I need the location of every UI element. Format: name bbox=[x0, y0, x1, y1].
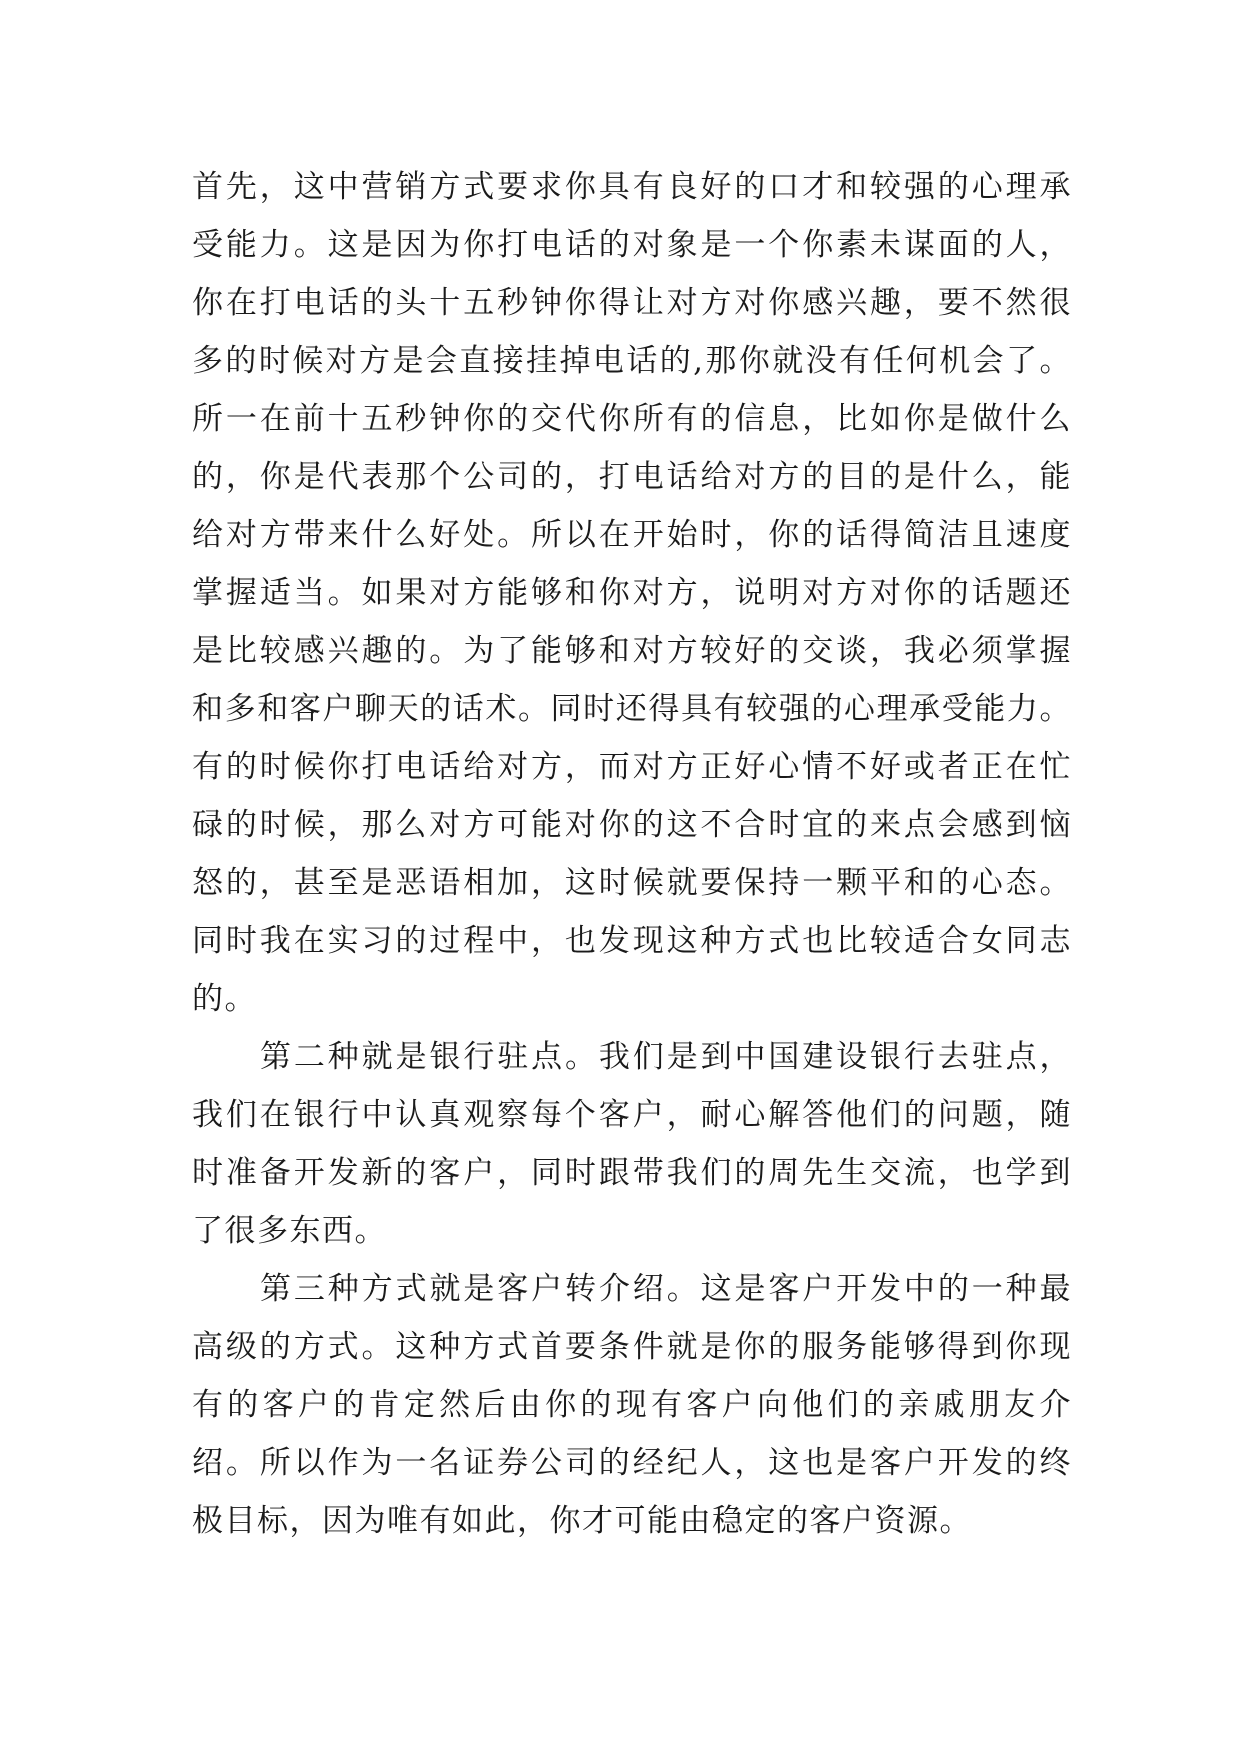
body-text bbox=[192, 158, 1072, 1550]
text-line: 你在打电话的头十五秒钟你得让对方对你感兴趣，要不然很 bbox=[192, 285, 1072, 321]
text-line: 高级的方式。这种方式首要条件就是你的服务能够得到你现 bbox=[192, 1329, 1072, 1365]
text-line: 受能力。这是因为你打电话的对象是一个你素未谋面的人， bbox=[192, 227, 1072, 263]
paragraph-client-referral bbox=[192, 1260, 1072, 1550]
text-line: 怒的，甚至是恶语相加，这时候就要保持一颗平和的心态。 bbox=[192, 865, 1072, 901]
text-line: 第二种就是银行驻点。我们是到中国建设银行去驻点， bbox=[260, 1039, 1072, 1075]
text-line: 和多和客户聊天的话术。同时还得具有较强的心理承受能力。 bbox=[192, 691, 1072, 727]
text-line: 了很多东西。 bbox=[192, 1213, 387, 1249]
text-line: 极目标，因为唯有如此，你才可能由稳定的客户资源。 bbox=[192, 1503, 972, 1539]
text-line: 第三种方式就是客户转介绍。这是客户开发中的一种最 bbox=[260, 1271, 1072, 1307]
text-line: 的，你是代表那个公司的，打电话给对方的目的是什么，能 bbox=[192, 459, 1072, 495]
text-line: 所一在前十五秒钟你的交代你所有的信息，比如你是做什么 bbox=[192, 401, 1072, 437]
text-line: 同时我在实习的过程中，也发现这种方式也比较适合女同志 bbox=[192, 923, 1072, 959]
text-line: 掌握适当。如果对方能够和你对方，说明对方对你的话题还 bbox=[192, 575, 1072, 611]
text-line: 是比较感兴趣的。为了能够和对方较好的交谈，我必须掌握 bbox=[192, 633, 1072, 669]
text-line: 的。 bbox=[192, 981, 257, 1017]
text-line: 多的时候对方是会直接挂掉电话的,那你就没有任何机会了。 bbox=[192, 343, 1072, 379]
paragraph-bank-station bbox=[192, 1028, 1072, 1260]
text-line: 有的时候你打电话给对方，而对方正好心情不好或者正在忙 bbox=[192, 749, 1072, 785]
paragraph-phone-marketing bbox=[192, 158, 1072, 1028]
text-line: 碌的时候，那么对方可能对你的这不合时宜的来点会感到恼 bbox=[192, 807, 1072, 843]
text-line: 时准备开发新的客户，同时跟带我们的周先生交流，也学到 bbox=[192, 1155, 1072, 1191]
text-line: 我们在银行中认真观察每个客户，耐心解答他们的问题，随 bbox=[192, 1097, 1072, 1133]
text-line: 首先，这中营销方式要求你具有良好的口才和较强的心理承 bbox=[192, 169, 1072, 205]
text-line: 绍。所以作为一名证券公司的经纪人，这也是客户开发的终 bbox=[192, 1445, 1072, 1481]
text-line: 给对方带来什么好处。所以在开始时，你的话得简洁且速度 bbox=[192, 517, 1072, 553]
text-line: 有的客户的肯定然后由你的现有客户向他们的亲戚朋友介 bbox=[192, 1387, 1072, 1423]
